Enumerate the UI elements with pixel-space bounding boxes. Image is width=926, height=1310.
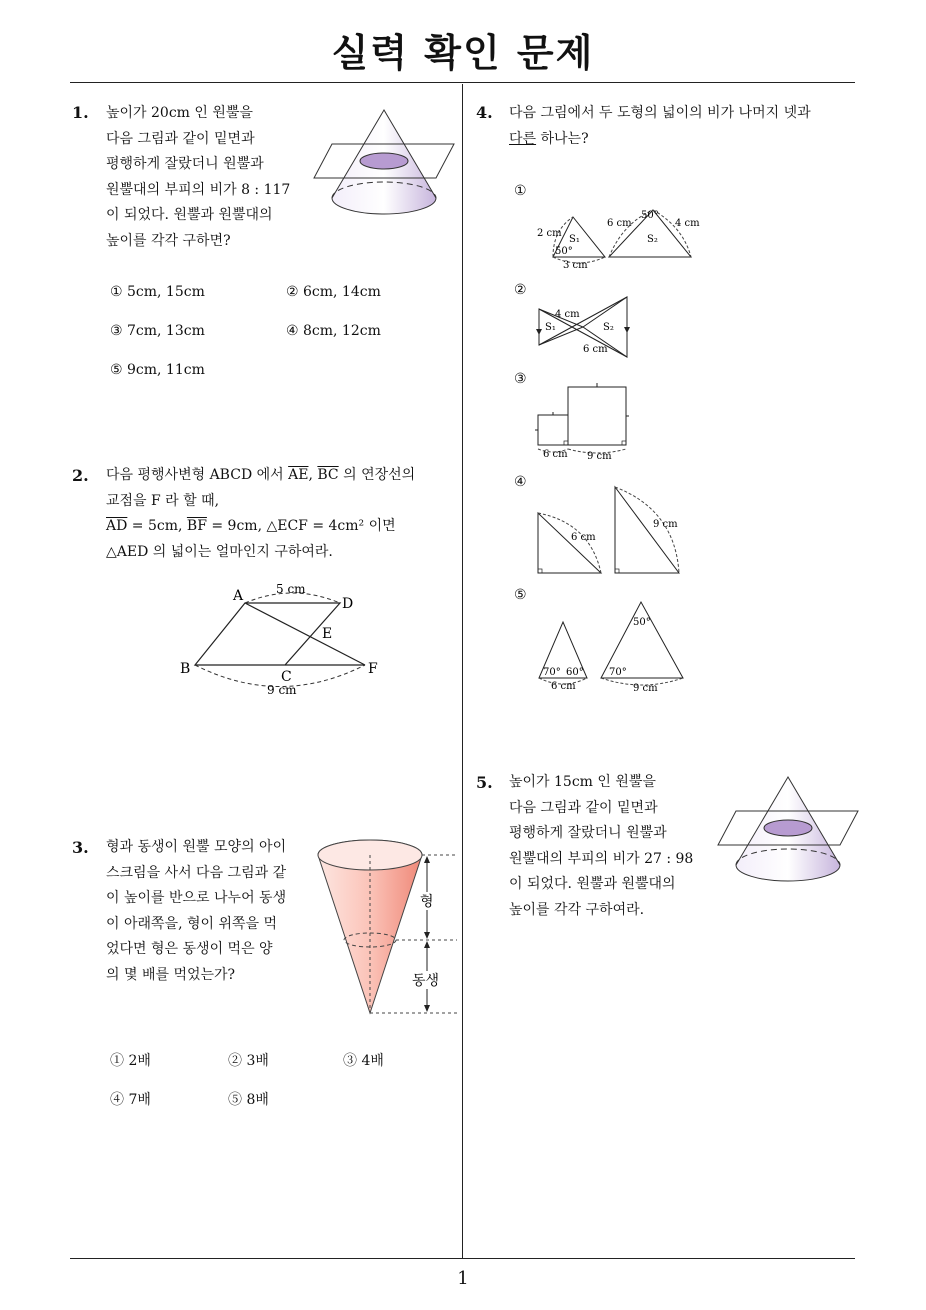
q2-parallelogram-figure: [175, 578, 385, 698]
q1-choice-5[interactable]: ⑤ 9cm, 11cm: [110, 362, 205, 378]
q1-line: 높이를 각각 구하면?: [106, 232, 231, 249]
q3-line: 었다면 형은 동생이 먹은 양: [106, 941, 273, 957]
q3-choice-3[interactable]: ③ 4배: [343, 1053, 384, 1069]
q5-cone-figure: [714, 775, 864, 900]
bottom-rule: [70, 1258, 855, 1259]
q4-option-2-figure: [535, 293, 635, 361]
q4-line: 하나는?: [536, 130, 589, 147]
q1-choice-1[interactable]: ① 5cm, 15cm: [110, 284, 205, 300]
q4-option-2[interactable]: ②: [514, 282, 527, 298]
o1-50deg-b: 50°: [641, 210, 659, 221]
label-d: D: [342, 596, 354, 612]
o1-4cm: 4 cm: [675, 218, 700, 229]
q2-text-part: 다음 평행사변형 ABCD 에서: [106, 467, 289, 483]
q1-line: 원뿔대의 부피의 비가 8 : 117: [106, 181, 291, 198]
segment-ad: $\overline{AD}$: [106, 518, 128, 534]
o2-s1: S₁: [545, 322, 556, 333]
segment-ae: $\overline{AE}$: [288, 467, 309, 483]
q2-text-part: = 5cm,: [127, 518, 187, 534]
q2-line: 교점을 F 라 할 때,: [106, 492, 220, 509]
o1-50deg: 50°: [555, 246, 573, 257]
q3-line: 스크림을 사서 다음 그림과 같: [106, 864, 287, 881]
q5-text: [509, 770, 693, 923]
o1-3cm: 3 cm: [563, 260, 588, 271]
o5-70deg-b: 70°: [609, 667, 627, 678]
o2-s2: S₂: [603, 322, 614, 333]
label-b: B: [180, 661, 191, 677]
label-younger-sibling: 동생: [412, 973, 440, 989]
q2-text-part: 의 연장선의: [338, 467, 416, 483]
segment-bc: $\overline{BC}$: [317, 467, 339, 483]
q1-text: [106, 101, 290, 254]
o3-6cm: 6 cm: [543, 449, 568, 460]
q3-line: 의 몇 배를 먹었는가?: [106, 966, 236, 983]
label-c: C: [281, 669, 292, 685]
o2-6cm: 6 cm: [583, 344, 608, 355]
q1-choice-2[interactable]: ② 6cm, 14cm: [286, 284, 381, 300]
q1-cone-figure: [310, 108, 460, 233]
o1-2cm: 2 cm: [537, 228, 562, 239]
q1-line: 평행하게 잘랐더니 원뿔과: [106, 156, 264, 172]
q4-line: 다음 그림에서 두 도형의 넓이의 비가 나머지 넷과: [509, 105, 811, 121]
o5-50deg: 50°: [633, 617, 651, 628]
o4-6cm: 6 cm: [571, 532, 596, 543]
q1-number: 1.: [72, 103, 89, 122]
q4-option-4[interactable]: ④: [514, 474, 527, 490]
q2-number: 2.: [72, 466, 89, 485]
q2-line: △AED 의 넓이는 얼마인지 구하여라.: [106, 543, 333, 560]
o5-60deg: 60°: [566, 667, 584, 678]
label-f: F: [368, 661, 378, 677]
q5-line: 평행하게 잘랐더니 원뿔과: [509, 825, 667, 841]
q3-choice-2[interactable]: ② 3배: [228, 1053, 269, 1069]
o3-9cm: 9 cm: [587, 451, 612, 462]
o5-70deg: 70°: [543, 667, 561, 678]
label-e: E: [322, 626, 333, 642]
q4-option-3-figure: [535, 383, 635, 463]
q3-line: 이 높이를 반으로 나누어 동생: [106, 890, 287, 906]
q4-option-1[interactable]: ①: [514, 183, 527, 199]
page-title: 실력 확인 문제: [331, 31, 595, 75]
q4-option-1-figure: [535, 205, 705, 270]
q5-line: 이 되었다. 원뿔과 원뿔대의: [509, 876, 676, 892]
label-a: A: [233, 588, 244, 604]
q3-text: [106, 835, 286, 988]
q5-number: 5.: [476, 773, 493, 792]
column-divider: [462, 84, 463, 1259]
q1-choice-3[interactable]: ③ 7cm, 13cm: [110, 323, 205, 339]
segment-bf: $\overline{BF}$: [186, 518, 207, 534]
q3-choice-4[interactable]: ④ 7배: [110, 1092, 151, 1108]
q4-option-5[interactable]: ⑤: [514, 587, 527, 603]
page-number: 1: [457, 1268, 469, 1289]
q3-line: 형과 동생이 원뿔 모양의 아이: [106, 839, 287, 855]
q5-line: 높이가 15cm 인 원뿔을: [509, 774, 656, 790]
q1-line: 다음 그림과 같이 밑면과: [106, 130, 255, 147]
o5-9cm: 9 cm: [633, 683, 658, 694]
q3-icecream-cone-figure: [312, 835, 460, 1020]
q5-line: 높이를 각각 구하여라.: [509, 901, 645, 918]
top-rule: [70, 82, 855, 83]
q3-number: 3.: [72, 838, 89, 857]
q2-text-part: ,: [308, 467, 318, 483]
q4-option-5-figure: [535, 598, 690, 693]
q3-line: 이 아래쪽을, 형이 위쪽을 먹: [106, 915, 278, 932]
o5-6cm: 6 cm: [551, 681, 576, 692]
o1-s1: S₁: [569, 234, 580, 245]
q1-line: 이 되었다. 원뿔과 원뿔대의: [106, 207, 273, 223]
label-9cm: 9 cm: [267, 683, 297, 697]
o1-s2: S₂: [647, 234, 658, 245]
q3-choice-1[interactable]: ① 2배: [110, 1053, 151, 1069]
q1-choice-4[interactable]: ④ 8cm, 12cm: [286, 323, 381, 339]
q3-choice-5[interactable]: ⑤ 8배: [228, 1092, 269, 1108]
o1-6cm: 6 cm: [607, 218, 632, 229]
q4-number: 4.: [476, 103, 493, 122]
o2-4cm: 4 cm: [555, 309, 580, 320]
q5-line: 다음 그림과 같이 밑면과: [509, 799, 658, 816]
label-5cm: 5 cm: [276, 582, 306, 596]
q5-line: 원뿔대의 부피의 비가 27 : 98: [509, 850, 694, 867]
label-older-brother: 형: [420, 894, 434, 910]
q2-text: [106, 463, 415, 565]
q2-text-part: = 9cm, △ECF = 4cm² 이면: [206, 518, 396, 534]
q1-line: 높이가 20cm 인 원뿔을: [106, 105, 253, 121]
q4-underlined-word: 다른: [509, 130, 537, 147]
q4-option-3[interactable]: ③: [514, 371, 527, 387]
o4-9cm: 9 cm: [653, 519, 678, 530]
q4-option-4-figure: [535, 485, 685, 577]
q4-text: [509, 101, 811, 152]
